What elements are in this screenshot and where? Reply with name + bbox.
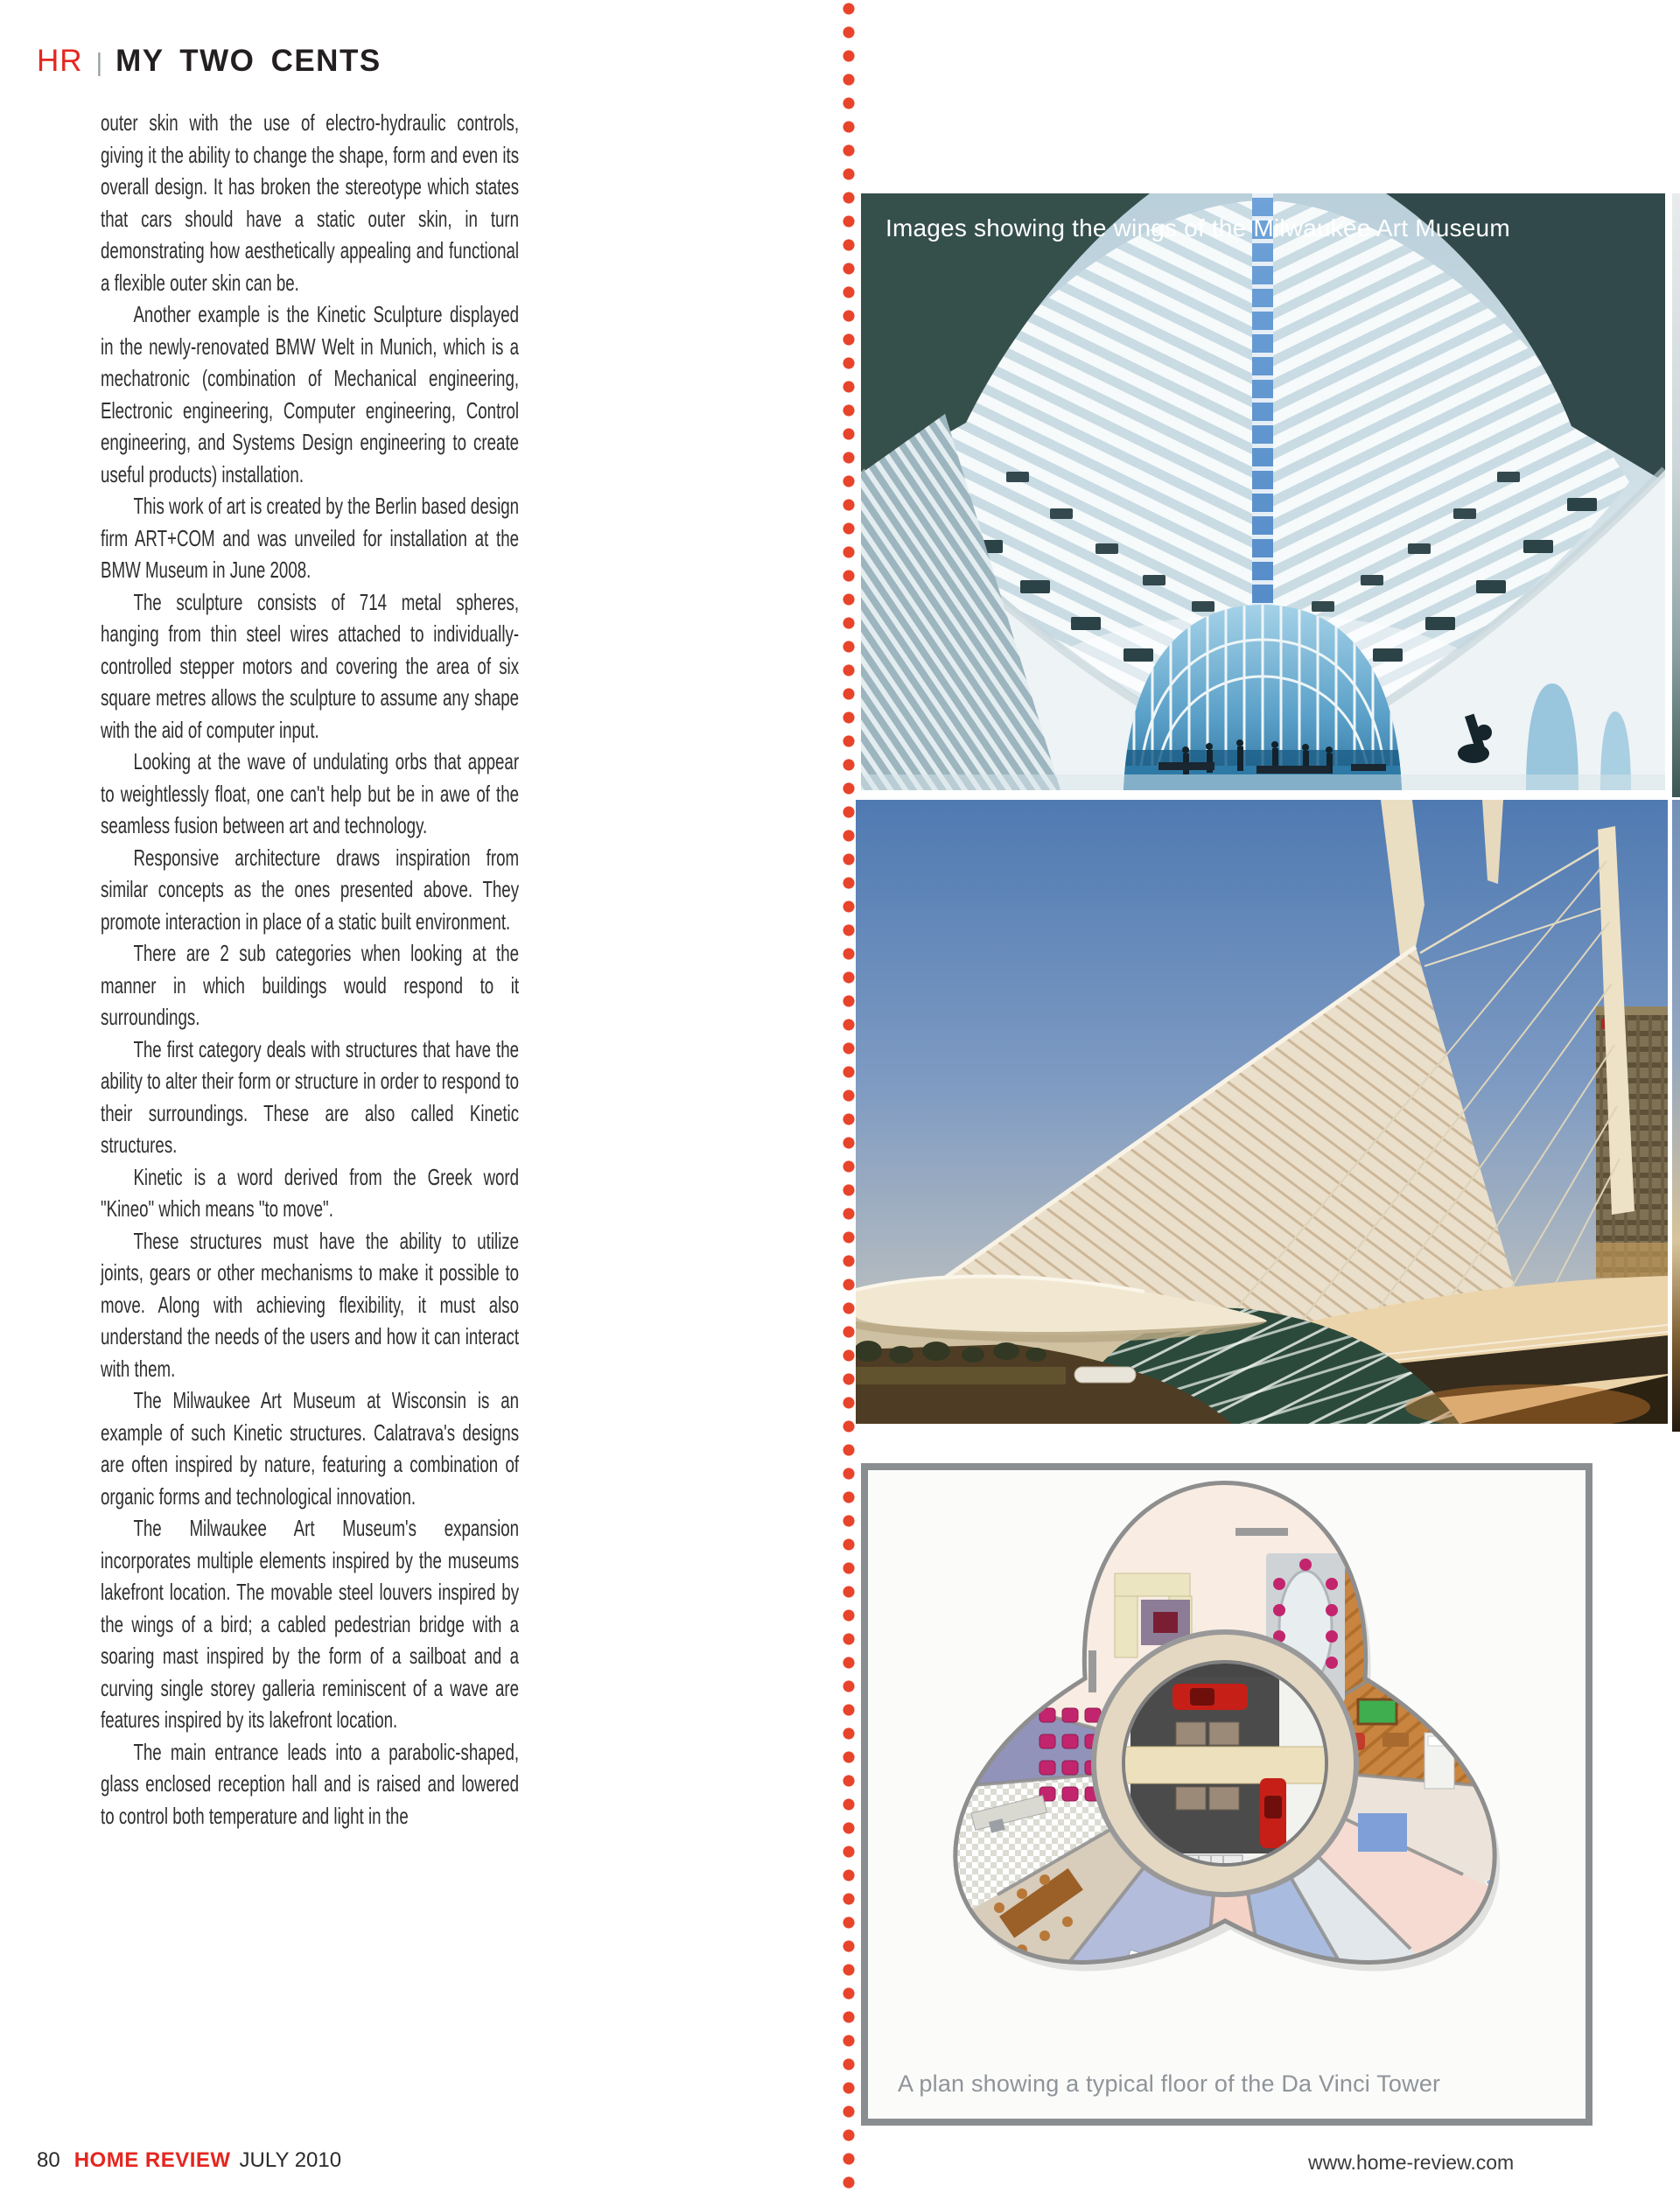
museum-exterior-illustration xyxy=(856,800,1668,1424)
paragraph: The Milwaukee Art Museum at Wisconsin is an example of such Kinetic structures. Calatrava's designs are often inspired by nature, featuring a combination of organic forms and technological innovation. xyxy=(101,1387,520,1510)
paragraph: The first category deals with structures that have the ability to alter their form or structure in order to respond to their surroundings. These are also called Kinetic structures. xyxy=(101,1035,520,1158)
issue-date: JULY 2010 xyxy=(239,2148,342,2172)
floor-plan-da-vinci-tower xyxy=(861,1463,1592,2126)
dotted-divider xyxy=(843,0,855,2200)
page-edge-bleed-top xyxy=(1672,193,1680,797)
paragraph: The sculpture consists of 714 metal spheres, hanging from thin steel wires attached to individually-controlled stepper motors and covering the area of six square metres allows the sculpture to assume any shape with the aid of computer input. xyxy=(101,588,520,743)
image-caption-interior: Images showing the wings of the Milwaukee Art Museum xyxy=(886,214,1510,242)
paragraph: This work of art is created by the Berlin based design firm ART+COM and was unveiled for installation at the BMW Museum in June 2008. xyxy=(101,493,520,583)
photo-museum-interior xyxy=(861,193,1665,790)
paragraph: These structures must have the ability to utilize joints, gears or other mechanisms to make it possible to move. Along with achieving flexibility, it must also understand the needs of the users and how it can interact with them. xyxy=(101,1227,520,1382)
museum-interior-illustration xyxy=(861,193,1665,790)
article-text-column xyxy=(101,107,519,1832)
header-separator: | xyxy=(95,49,103,77)
section-title: MY TWO CENTS xyxy=(116,44,382,78)
paragraph: There are 2 sub categories when looking at the manner in which buildings would respond to it surroundings. xyxy=(101,940,520,1030)
paragraph: Kinetic is a word derived from the Greek word "Kineo" which means "to move". xyxy=(101,1163,520,1222)
paragraph: The Milwaukee Art Museum's expansion incorporates multiple elements inspired by the museums lakefront location. The movable steel louvers inspired by the wings of a bird; a cabled pedestrian bridge with a soaring mast inspired by the form of a sailboat and a curving single storey galleria reminiscent of a wave are features inspired by its lakefront location. xyxy=(101,1515,520,1733)
page-edge-bleed-middle xyxy=(1672,800,1680,1432)
page-number: 80 xyxy=(37,2148,60,2172)
image-caption-floor-plan: A plan showing a typical floor of the Da Vinci Tower xyxy=(898,2070,1441,2097)
floor-plan-illustration xyxy=(868,1470,1586,2119)
paragraph: outer skin with the use of electro-hydraulic controls, giving it the ability to change the shape, form and even its overall design. It has broken the stereotype which states that cars should have a static outer skin, in turn demonstrating how aesthetically appealing and functional a flexible outer skin can be. xyxy=(101,109,520,296)
magazine-name: HOME REVIEW xyxy=(74,2148,231,2172)
paragraph: The main entrance leads into a parabolic-shaped, glass enclosed reception hall and is raised and lowered to control both temperature and light in the xyxy=(101,1738,520,1829)
footer-website: www.home-review.com xyxy=(1308,2151,1515,2174)
photo-museum-exterior xyxy=(856,800,1668,1424)
page-header xyxy=(37,44,382,79)
paragraph: Another example is the Kinetic Sculpture displayed in the newly-renovated BMW Welt in Munich, which is a mechatronic (combination of Mechanical engineering, Electronic engineering, Computer engineering, Control engineering, and Systems Design engineering to create useful products) installation. xyxy=(101,301,520,487)
footer-left xyxy=(37,2148,341,2173)
paragraph: Looking at the wave of undulating orbs that appear to weightlessly float, one can't help but be in awe of the seamless fusion between art and technology. xyxy=(101,748,520,838)
brand-logo: HR xyxy=(37,44,83,78)
paragraph: Responsive architecture draws inspiration from similar concepts as the ones presented above. They promote interaction in place of a static built environment. xyxy=(101,844,520,935)
